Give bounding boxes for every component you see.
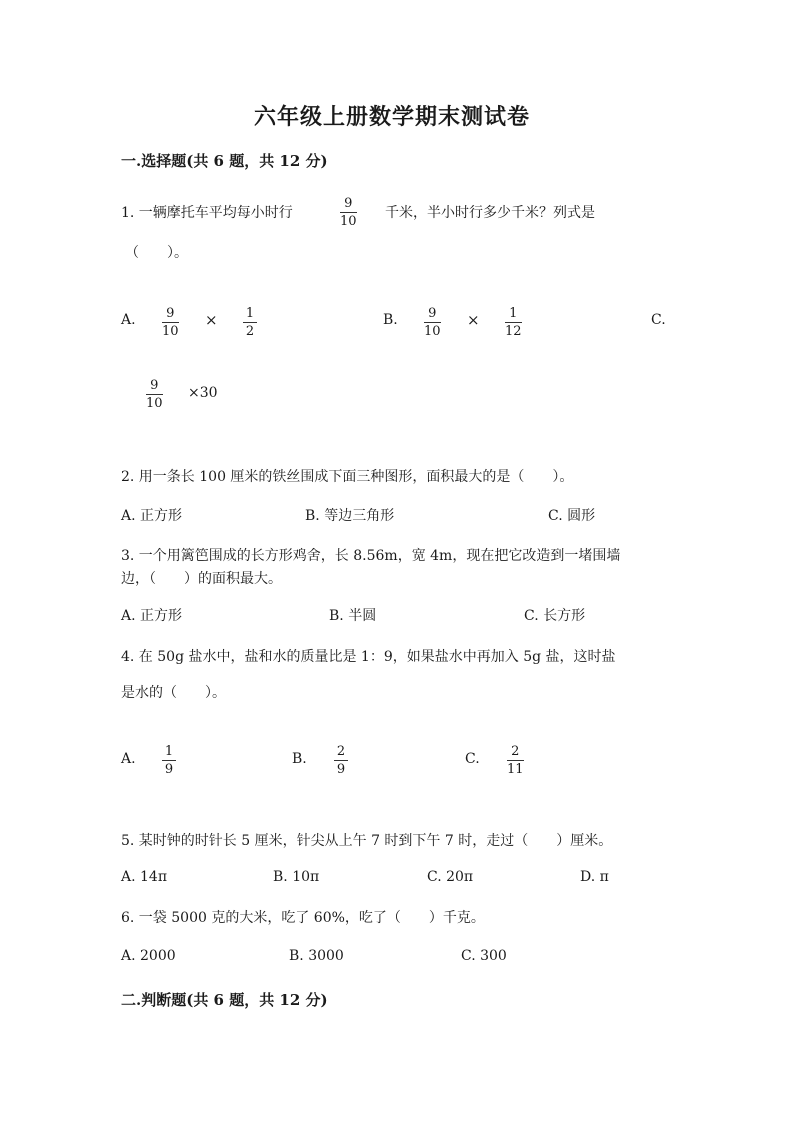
question-5-text: 5. 某时钟的时针长 5 厘米，针尖从上午 7 时到下午 7 时，走过（ ）厘米。 — [121, 833, 613, 849]
q6-option-b: B. 3000 — [289, 948, 344, 964]
fraction-denominator: 2 — [245, 324, 255, 339]
question-4-text: 4. 在 50g 盐水中，盐和水的质量比是 1：9，如果盐水中再加入 5g 盐，这时盐 — [121, 649, 616, 665]
fraction-numerator: 2 — [336, 744, 346, 759]
q3-option-b: B. 半圆 — [329, 608, 377, 624]
q4-option-a-label: A. — [121, 751, 136, 767]
q3-option-c: C. 长方形 — [524, 608, 586, 624]
q6-option-c: C. 300 — [461, 948, 507, 964]
q5-option-a: A. 14π — [121, 869, 168, 885]
q1-option-a-label: A. — [121, 312, 136, 328]
fraction-numerator: 1 — [509, 306, 518, 321]
fraction-denominator: 9 — [164, 762, 174, 777]
fraction-denominator: 9 — [336, 762, 346, 777]
fraction-denominator: 10 — [162, 324, 179, 339]
fraction-numerator: 1 — [245, 306, 255, 321]
fraction-denominator: 11 — [507, 762, 524, 777]
question-1-blank: （ ）。 — [125, 245, 188, 261]
q4-option-c-label: C. — [465, 751, 480, 767]
q1-option-b-fraction-1 — [424, 307, 441, 338]
q1-option-a-operator: × — [205, 311, 218, 329]
fraction-numerator: 9 — [150, 378, 159, 393]
q4-option-b-fraction — [334, 745, 348, 776]
q5-option-b: B. 10π — [273, 869, 320, 885]
q1-option-b-fraction-2 — [505, 307, 522, 338]
q6-option-a: A. 2000 — [121, 948, 176, 964]
fraction-numerator: 9 — [428, 306, 437, 321]
question-1-text: 1. 一辆摩托车平均每小时行 — [121, 205, 293, 221]
q1-option-a-fraction-1 — [162, 307, 179, 338]
section-heading-choice: 一.选择题(共 6 题，共 12 分) — [121, 152, 328, 170]
fraction-denominator: 10 — [424, 324, 441, 339]
q2-option-a: A. 正方形 — [121, 508, 183, 524]
question-1-text-suffix: 千米，半小时行多少千米？列式是 — [385, 205, 595, 221]
q5-option-c: C. 20π — [427, 869, 474, 885]
fraction-numerator: 9 — [344, 196, 353, 211]
fraction-denominator: 10 — [340, 214, 357, 229]
q1-option-b-label: B. — [383, 312, 398, 328]
q4-option-c-fraction — [507, 745, 524, 776]
q5-option-d: D. π — [580, 869, 609, 885]
section-heading-judgment: 二.判断题(共 6 题，共 12 分) — [121, 991, 328, 1009]
q2-option-c: C. 圆形 — [548, 508, 596, 524]
q1-option-c-fraction — [146, 379, 163, 410]
q1-option-a-fraction-2 — [243, 307, 257, 338]
q1-option-b-operator: × — [467, 311, 480, 329]
fraction-numerator: 1 — [164, 744, 174, 759]
question-4-text-line2: 是水的（ ）。 — [121, 685, 226, 701]
question-3-text-line2: 边，（ ）的面积最大。 — [121, 571, 282, 587]
q4-option-a-fraction — [162, 745, 176, 776]
fraction-numerator: 9 — [166, 306, 175, 321]
question-1-fraction — [340, 197, 357, 228]
fraction-numerator: 2 — [511, 744, 520, 759]
q1-option-c-label: C. — [651, 312, 666, 328]
q2-option-b: B. 等边三角形 — [305, 508, 395, 524]
question-3-text: 3. 一个用篱笆围成的长方形鸡舍，长 8.56m，宽 4m，现在把它改造到一堵围墙 — [121, 548, 621, 564]
q1-option-c-tail: ×30 — [188, 385, 218, 401]
q3-option-a: A. 正方形 — [121, 608, 183, 624]
fraction-denominator: 10 — [146, 396, 163, 411]
question-6-text: 6. 一袋 5000 克的大米，吃了 60%，吃了（ ）千克。 — [121, 910, 485, 926]
fraction-denominator: 12 — [505, 324, 522, 339]
q4-option-b-label: B. — [292, 751, 307, 767]
page-title: 六年级上册数学期末测试卷 — [254, 104, 531, 130]
question-2-text: 2. 用一条长 100 厘米的铁丝围成下面三种图形，面积最大的是（ ）。 — [121, 469, 574, 485]
